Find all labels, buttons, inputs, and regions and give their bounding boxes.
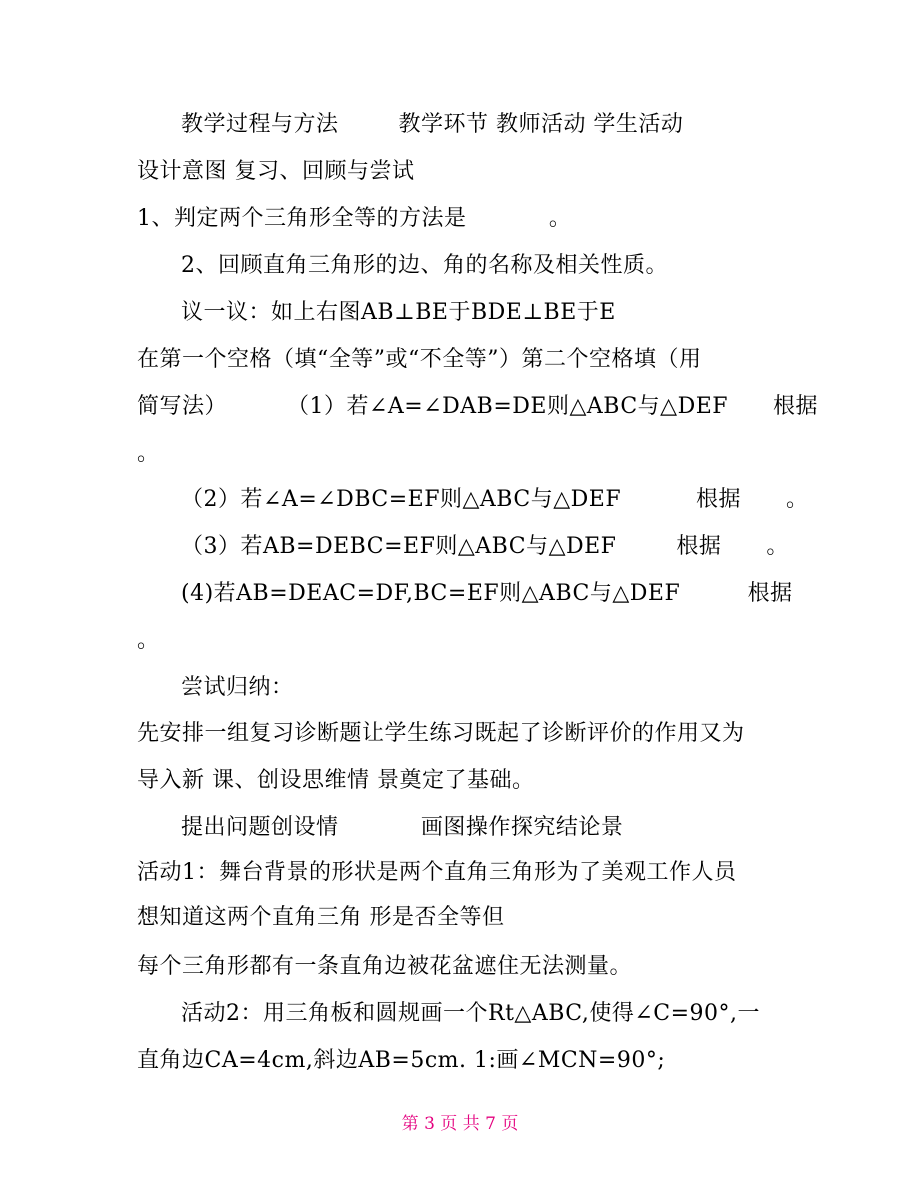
text-line-13: 尝试归纳： [181,675,294,700]
text-line-18: 想知道这两个直角三角 形是否全等但 [137,905,505,930]
text-line-15: 导入新 课、创设思维情 景奠定了基础。 [137,768,535,793]
text-line-21: 直角边CA=4cm,斜边AB=5cm. 1:画∠MCN=90°; [137,1048,666,1073]
text-line-5: 议一议：如上右图AB⊥BE于BDE⊥BE于E [181,300,616,325]
text-line-10: （3）若AB=DEBC=EF则△ABC与△DEF 根据 。 [181,534,789,559]
text-line-17: 活动1：舞台背景的形状是两个直角三角形为了美观工作人员 [137,860,737,885]
text-line-12: 。 [137,628,160,653]
text-line-2: 设计意图 复习、回顾与尝试 [137,159,415,184]
text-line-19: 每个三角形都有一条直角边被花盆遮住无法测量。 [137,954,633,979]
text-line-3: 1、判定两个三角形全等的方法是 。 [137,206,572,231]
text-line-1: 教学过程与方法 教学环节 教师活动 学生活动 [181,112,684,137]
text-line-6: 在第一个空格（填“全等”或“不全等”）第二个空格填（用 [137,347,702,372]
page-number-footer: 第 3 页 共 7 页 [401,1114,519,1134]
text-line-11: (4)若AB=DEAC=DF,BC=EF则△ABC与△DEF 根据 [181,581,793,606]
text-line-9: （2）若∠A=∠DBC=EF则△ABC与△DEF 根据 。 [181,487,809,512]
text-line-4: 2、回顾直角三角形的边、角的名称及相关性质。 [181,253,668,278]
text-line-8: 。 [137,441,160,466]
text-line-14: 先安排一组复习诊断题让学生练习既起了诊断评价的作用又为 [137,721,745,746]
text-line-16: 提出问题创设情 画图操作探究结论景 [181,815,624,840]
text-line-20: 活动2：用三角板和圆规画一个Rt△ABC,使得∠C=90°,一 [181,1001,761,1026]
text-line-7: 简写法） （1）若∠A=∠DAB=DE则△ABC与△DEF 根据 [137,394,819,419]
